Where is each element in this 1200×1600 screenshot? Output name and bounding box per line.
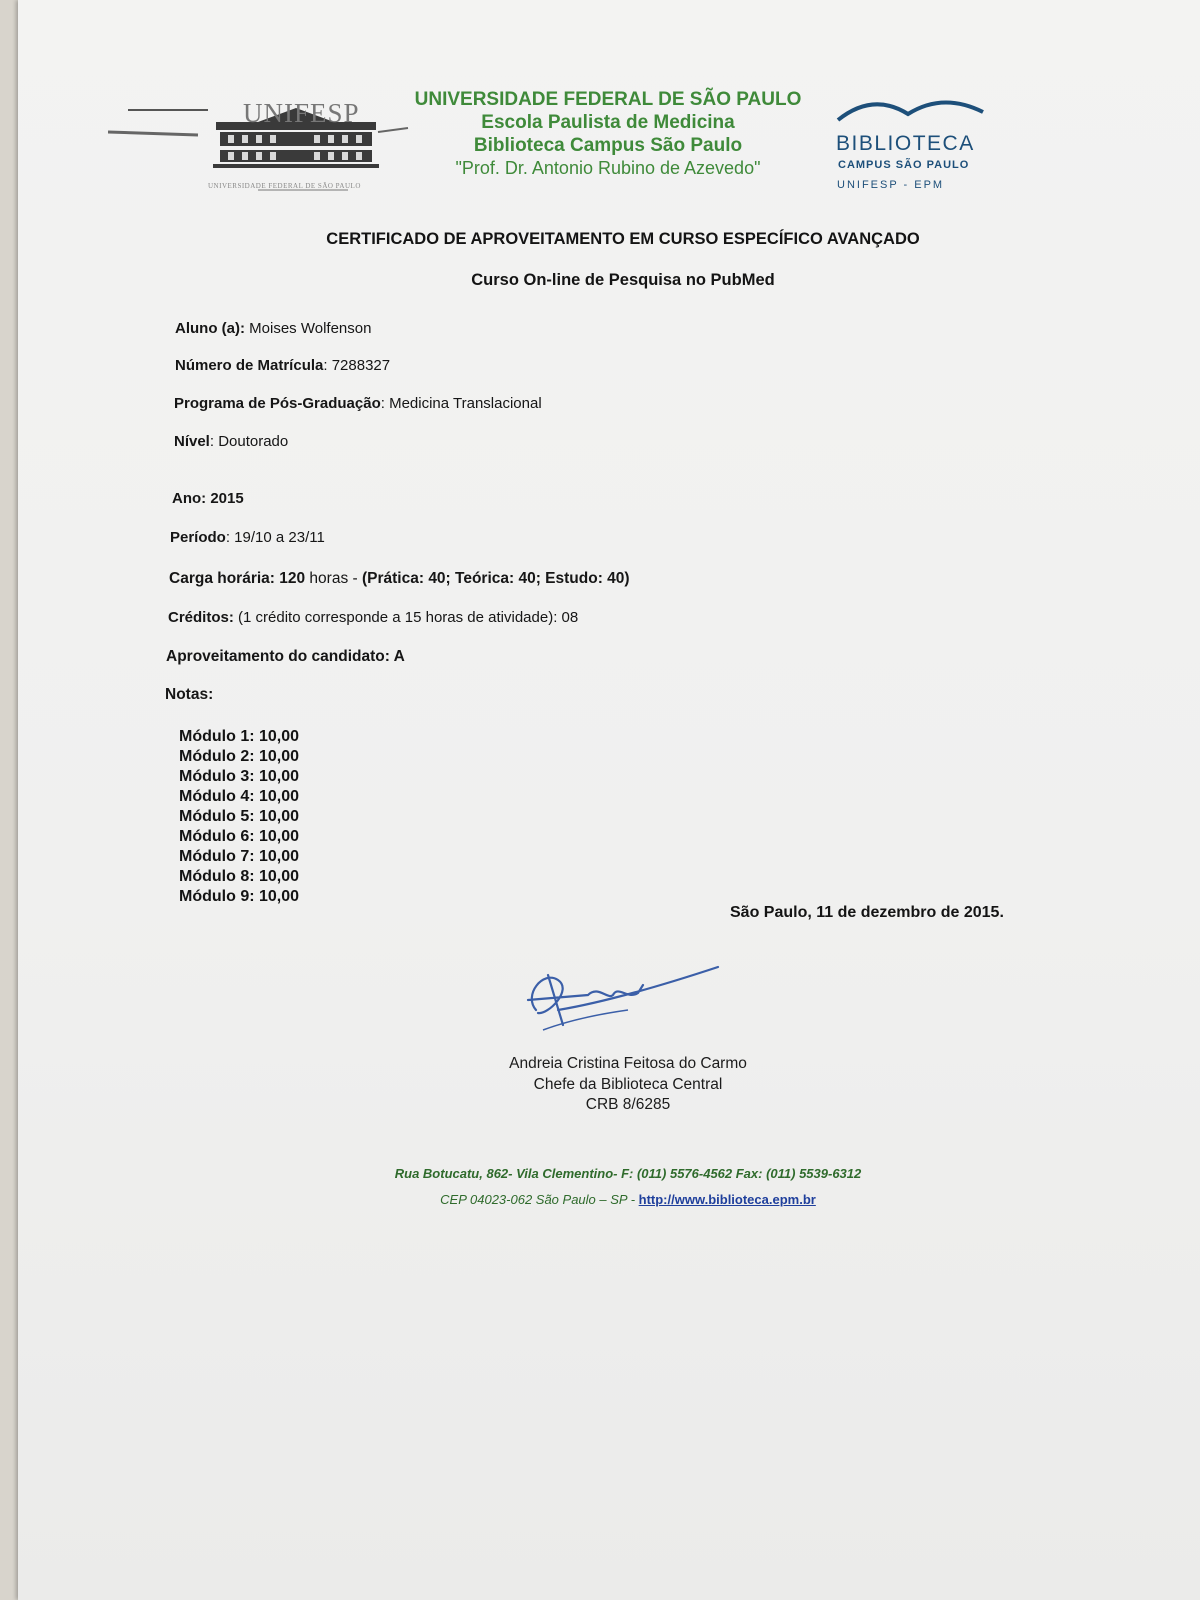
periodo-field — [170, 529, 325, 546]
institution-header — [378, 88, 838, 180]
unifesp-building-icon — [108, 70, 418, 200]
creditos-label: Créditos: — [168, 609, 234, 626]
certificate-title: CERTIFICADO DE APROVEITAMENTO EM CURSO ESPECÍFICO AVANÇADO — [326, 230, 920, 248]
biblioteca-logo-unit: UNIFESP - EPM — [837, 179, 945, 191]
signer-name: Andreia Cristina Feitosa do Carmo — [509, 1055, 747, 1072]
course-title: Curso On-line de Pesquisa no PubMed — [471, 271, 775, 289]
notas-label: Notas: — [165, 686, 214, 703]
ano-label: Ano: 2015 — [172, 490, 244, 507]
signer-block — [448, 1054, 808, 1116]
module-grade: Módulo 2: 10,00 — [179, 748, 300, 765]
module-grade: Módulo 5: 10,00 — [179, 808, 300, 825]
aproveitamento-label: Aproveitamento do candidato: A — [166, 648, 405, 665]
footer-cep: CEP 04023-062 São Paulo – SP - — [440, 1192, 639, 1207]
matricula-field — [175, 357, 390, 374]
signer-crb: CRB 8/6285 — [585, 1096, 671, 1113]
module-grade: Módulo 8: 10,00 — [179, 868, 300, 885]
issue-date: São Paulo, 11 de dezembro de 2015. — [730, 904, 1004, 921]
footer-cep-line — [348, 1192, 908, 1207]
aluno-field — [175, 320, 371, 337]
module-grade: Módulo 6: 10,00 — [179, 828, 300, 845]
aluno-label: Aluno (a): — [175, 320, 245, 337]
carga-field — [169, 570, 630, 588]
nivel-field — [174, 433, 288, 450]
signer-role: Chefe da Biblioteca Central — [533, 1075, 723, 1093]
module-grades-list — [179, 727, 299, 907]
creditos-field — [168, 609, 578, 626]
school-name: Escola Paulista de Medicina — [481, 112, 735, 133]
aproveitamento-field — [166, 648, 405, 666]
creditos-value: (1 crédito corresponde a 15 horas de atividade): 08 — [233, 609, 579, 626]
biblioteca-logo — [833, 92, 1013, 202]
unifesp-logo-text: UNIFESP — [243, 98, 360, 128]
ano-field — [172, 490, 244, 507]
notas-field — [165, 686, 213, 704]
carga-label: Carga horária: 120 — [169, 570, 306, 587]
module-grade: Módulo 1: 10,00 — [179, 728, 300, 745]
biblioteca-logo-title: BIBLIOTECA — [836, 132, 975, 155]
programa-field — [174, 395, 542, 412]
carga-mid: horas - — [305, 570, 362, 587]
footer-address: Rua Botucatu, 862- Vila Clementino- F: (011) 5576-4562 Fax: (011) 5539-6312 — [394, 1166, 862, 1181]
university-name: UNIVERSIDADE FEDERAL DE SÃO PAULO — [414, 89, 802, 110]
handwritten-signature — [518, 955, 738, 1045]
carga-detail: (Prática: 40; Teórica: 40; Estudo: 40) — [361, 570, 630, 587]
biblioteca-logo-campus: CAMPUS SÃO PAULO — [838, 159, 970, 171]
unifesp-logo-subtext: UNIVERSIDADE FEDERAL DE SÃO PAULO — [208, 182, 361, 190]
matricula-label: Número de Matrícula — [175, 357, 324, 374]
certificate-page — [18, 0, 1200, 1600]
nivel-value: : Doutorado — [209, 433, 289, 450]
biblioteca-arch-icon — [833, 92, 1013, 132]
module-grade: Módulo 7: 10,00 — [179, 848, 300, 865]
nivel-label: Nível — [174, 433, 210, 450]
library-website-link[interactable]: http://www.biblioteca.epm.br — [638, 1192, 816, 1207]
module-grade: Módulo 3: 10,00 — [179, 768, 300, 785]
aluno-value: Moises Wolfenson — [249, 320, 372, 337]
periodo-value: : 19/10 a 23/11 — [225, 529, 325, 546]
programa-value: : Medicina Translacional — [380, 395, 542, 412]
matricula-value: : 7288327 — [323, 357, 391, 374]
module-grade: Módulo 9: 10,00 — [179, 888, 300, 905]
library-name: Biblioteca Campus São Paulo — [473, 135, 743, 156]
module-grade: Módulo 4: 10,00 — [179, 788, 300, 805]
unifesp-logo — [108, 70, 418, 200]
library-honoree: "Prof. Dr. Antonio Rubino de Azevedo" — [455, 158, 761, 178]
periodo-label: Período — [170, 529, 226, 546]
programa-label: Programa de Pós-Graduação — [174, 395, 381, 412]
